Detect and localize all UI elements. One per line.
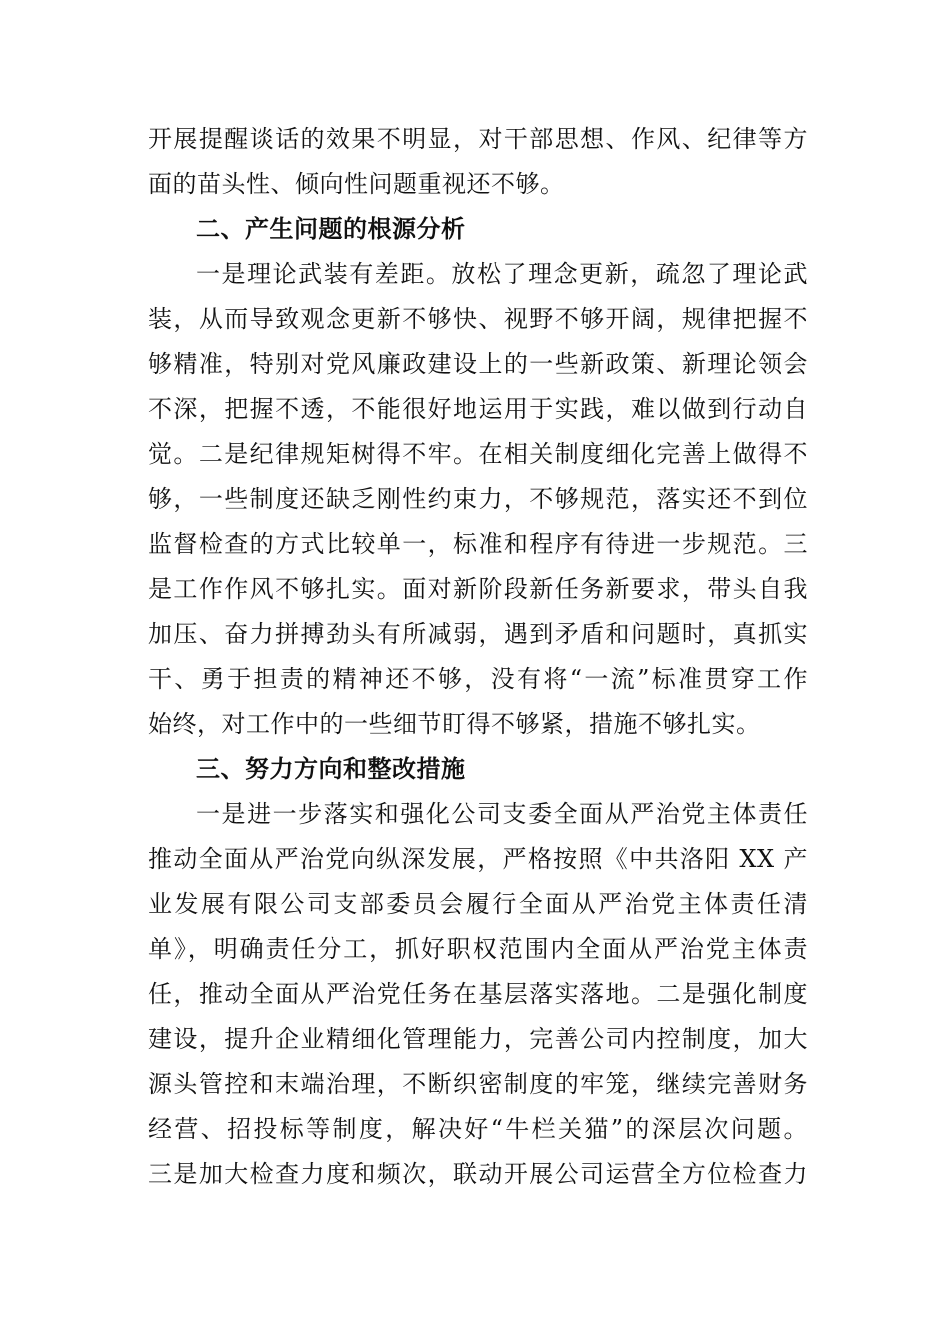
paragraph-line: 源头管控和末端治理，不断织密制度的牢笼，继续完善财务 — [148, 1070, 808, 1098]
paragraph-line: 业发展有限公司支部委员会履行全面从严治党主体责任清 — [148, 890, 808, 918]
paragraph-line: 经营、招投标等制度，解决好“牛栏关猫”的深层次问题。 — [148, 1115, 808, 1143]
paragraph-line: 干、勇于担责的精神还不够，没有将“一流”标准贯穿工作 — [148, 665, 808, 693]
paragraph-line: 单》，明确责任分工，抓好职权范围内全面从严治党主体责 — [148, 935, 808, 963]
paragraph-line: 加压、奋力拼搏劲头有所减弱，遇到矛盾和问题时，真抓实 — [148, 620, 808, 648]
paragraph-line: 觉。二是纪律规矩树得不牢。在相关制度细化完善上做得不 — [148, 440, 808, 468]
section-heading-root-cause: 二、产生问题的根源分析 — [196, 215, 466, 243]
paragraph-line: 始终，对工作中的一些细节盯得不够紧，措施不够扎实。 — [148, 710, 761, 738]
paragraph-line: 面的苗头性、倾向性问题重视还不够。 — [148, 170, 565, 198]
paragraph-line: 监督检查的方式比较单一，标准和程序有待进一步规范。三 — [148, 530, 808, 558]
paragraph-line: 一是理论武装有差距。放松了理念更新，疏忽了理论武 — [196, 260, 808, 288]
paragraph-line: 一是进一步落实和强化公司支委全面从严治党主体责任 — [196, 800, 808, 828]
document-body — [148, 117, 808, 1197]
paragraph-line: 够精准，特别对党风廉政建设上的一些新政策、新理论领会 — [148, 350, 808, 378]
paragraph-line: 建设，提升企业精细化管理能力，完善公司内控制度，加大 — [148, 1025, 808, 1053]
paragraph-line: 开展提醒谈话的效果不明显，对干部思想、作风、纪律等方 — [148, 125, 808, 153]
paragraph-line: 推动全面从严治党向纵深发展，严格按照《中共洛阳 XX 产 — [148, 845, 808, 873]
paragraph-line: 任，推动全面从严治党任务在基层落实落地。二是强化制度 — [148, 980, 808, 1008]
paragraph-line: 不深，把握不透，不能很好地运用于实践，难以做到行动自 — [148, 395, 808, 423]
paragraph-line: 是工作作风不够扎实。面对新阶段新任务新要求，带头自我 — [148, 575, 808, 603]
paragraph-line: 装，从而导致观念更新不够快、视野不够开阔，规律把握不 — [148, 305, 808, 333]
paragraph-line: 三是加大检查力度和频次，联动开展公司运营全方位检查力 — [148, 1160, 808, 1188]
paragraph-line: 够，一些制度还缺乏刚性约束力，不够规范，落实还不到位 — [148, 485, 808, 513]
section-heading-rectification: 三、努力方向和整改措施 — [196, 755, 466, 783]
